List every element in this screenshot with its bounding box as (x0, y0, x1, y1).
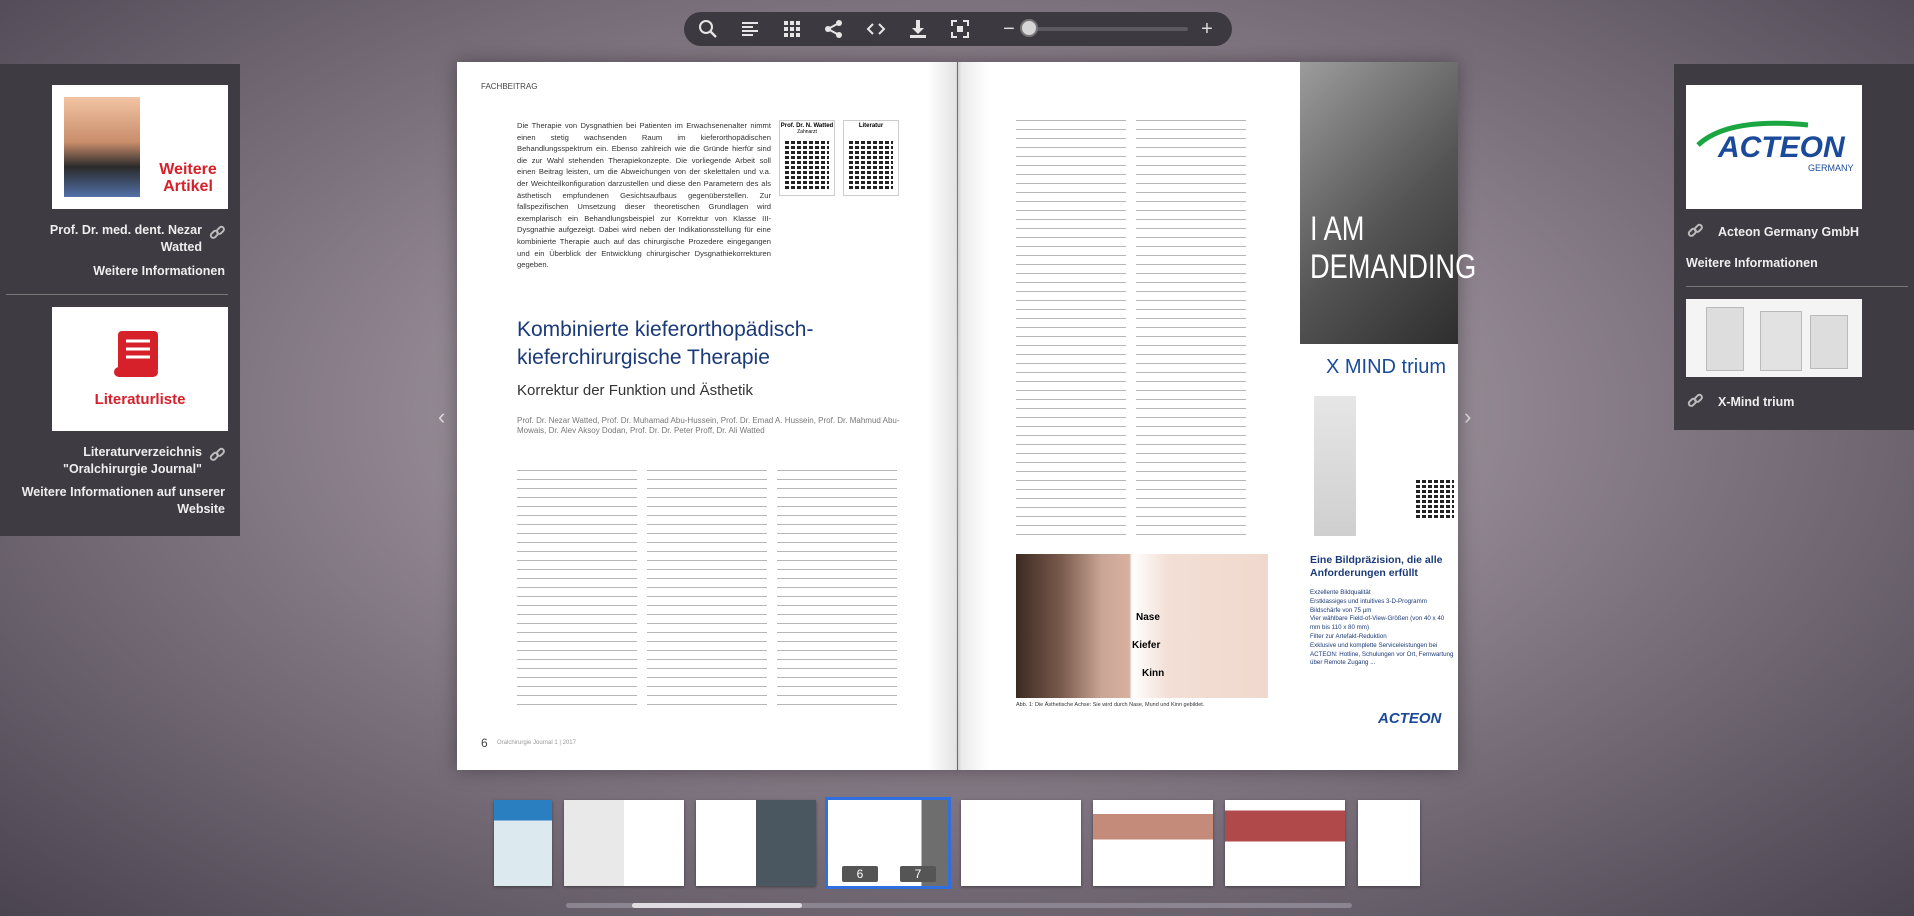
viewer-toolbar (684, 12, 1232, 46)
literature-tile-label: Literaturliste (94, 391, 186, 408)
author-name[interactable]: Prof. Dr. med. dent. Nezar Watted (49, 223, 202, 254)
page-number-left: 6 (481, 736, 488, 750)
page-right[interactable] (958, 62, 1477, 770)
zoom-slider[interactable] (1028, 27, 1188, 31)
thumbnail-page[interactable] (1358, 800, 1420, 886)
share-icon[interactable] (822, 17, 846, 41)
ad-device-image (1314, 396, 1356, 536)
literature-more-link[interactable]: Weitere Informationen auf unserer Website (21, 485, 225, 516)
grid-view-icon[interactable] (780, 17, 804, 41)
text-column (647, 470, 767, 710)
qr-box-author[interactable] (779, 120, 835, 196)
thumbnail-page[interactable] (1093, 800, 1213, 886)
device-image (1810, 315, 1848, 369)
ad-claim: Eine Bildpräzision, die alle Anforderungen erfüllt (1310, 554, 1443, 579)
left-enrichment-panel (0, 64, 240, 536)
journal-footer: Oralchirurgie Journal 1 | 2017 (497, 740, 576, 746)
panel-divider (1686, 286, 1908, 287)
qr-code (785, 141, 829, 189)
right-enrichment-panel (1674, 64, 1914, 430)
page-left[interactable] (457, 62, 957, 770)
zoom-slider-handle[interactable] (1020, 19, 1038, 37)
search-icon[interactable] (696, 17, 720, 41)
next-page-arrow[interactable]: › (1464, 404, 1472, 429)
link-icon[interactable] (208, 446, 226, 464)
company-logo-sub: GERMANY (1808, 163, 1854, 173)
author-more-link[interactable]: Weitere Informationen (93, 264, 225, 278)
qr-box-literature[interactable] (843, 120, 899, 196)
ad-logo: ACTEON (1378, 710, 1442, 727)
device-image (1706, 307, 1744, 371)
article-title: Kombinierte kieferorthopädisch-kieferchirurgische Therapie (517, 318, 814, 369)
face-label: Kinn (1142, 668, 1165, 679)
qr-label: Literatur (858, 123, 884, 129)
ad-bullet-list (1310, 589, 1456, 668)
ad-bullet: Vier wählbare Field-of-View-Größen (von 40 x 40 mm bis 110 x 80 mm) (1310, 615, 1445, 632)
thumbnail-page-number: 6 (842, 866, 878, 882)
author-photo (64, 97, 140, 197)
face-label: Nase (1136, 612, 1160, 623)
link-icon[interactable] (208, 224, 226, 242)
literature-tile[interactable] (52, 307, 228, 431)
zoom-out-button[interactable]: − (1003, 17, 1015, 40)
zoom-control (1000, 18, 1216, 41)
magazine-spread (457, 62, 1477, 770)
thumbnail-page[interactable] (564, 800, 684, 886)
qr-label: Prof. Dr. N. Watted (780, 123, 834, 129)
ad-product-name: X MIND trium (1326, 356, 1446, 378)
product-name[interactable]: X-Mind trium (1718, 395, 1795, 409)
advertisement[interactable] (1300, 62, 1477, 770)
scroll-document-icon (112, 327, 168, 379)
link-icon[interactable] (1686, 392, 1704, 410)
ad-portrait (1300, 62, 1477, 344)
ad-bullet: Filter zur Artefakt-Reduktion (1310, 632, 1387, 640)
ad-headline: I AM DEMANDING (1310, 210, 1477, 286)
company-logo-text: ACTEON (1718, 131, 1845, 164)
author-tile[interactable] (52, 85, 228, 209)
link-icon[interactable] (1686, 222, 1704, 240)
ad-qr-code (1416, 480, 1454, 518)
scrollbar-thumb[interactable] (632, 903, 802, 908)
thumbnail-scrollbar[interactable] (566, 903, 1352, 908)
thumbnail-page-number: 7 (900, 866, 936, 882)
thumbnail-cover[interactable] (494, 800, 552, 886)
ad-bullet: Exzellente Bildqualität (1310, 589, 1371, 596)
literature-title[interactable]: Literaturverzeichnis "Oralchirurgie Journal" (63, 445, 202, 476)
qr-sublabel: Zahnarzt (797, 129, 817, 135)
company-logo-tile[interactable] (1686, 85, 1862, 209)
author-tile-label: Weitere Artikel (159, 161, 217, 195)
company-more-link[interactable]: Weitere Informationen (1686, 256, 1818, 270)
previous-page-arrow[interactable]: ‹ (438, 404, 446, 429)
thumbnail-page[interactable] (961, 800, 1081, 886)
ad-bullet: Exklusive und komplette Serviceleistungen bei ACTEON: Hotline, Schulungen vor Ort, Fernwartung über Remote Zugang ... (1310, 641, 1454, 667)
article-authors: Prof. Dr. Nezar Watted, Prof. Dr. Muhamad Abu-Hussein, Prof. Dr. Emad A. Hussein, Prof. Dr. Mahmud Abu-Mowais, Dr. Alev Aksoy Dodan, Prof. Dr. Dr. Peter Proff, Dr. Ali Watted (517, 416, 900, 435)
embed-icon[interactable] (864, 17, 888, 41)
qr-code (849, 141, 893, 189)
text-column (517, 470, 637, 710)
section-label: FACHBEITRAG (481, 82, 538, 91)
table-of-contents-icon[interactable] (738, 17, 762, 41)
ad-bullet: Erstklassiges und intuitives 3-D-Programm (1310, 597, 1427, 605)
ad-bullet: Bildschärfe von 75 µm (1310, 606, 1372, 614)
intro-text: Die Therapie von Dysgnathien bei Patienten im Erwachsenenalter nimmt einen stetig wachsenden Raum im kieferorthopädischen Behandlungsspektrum ein. Ebenso zahlreich wie die Gründe hierfür sind die zur Wahl stehenden Therapiekonzepte. Die vorliegende Arbeit soll einen Beitrag leisten, um die Abweichungen von der skelettalen und v.a. der Weichteilkonfiguration darzustellen und diese den Parametern des als ästhetisch empfundenen Gesichtsaufbaus gegenüberstellen. Zur fallspezifischen Umsetzung dieser theoretischen Grundlagen wird exemplarisch ein Behandlungsbeispiel zur Korrektur von Klasse III-Dysgnathie aufgezeigt. Dabei wird neben der Indikationsstellung für eine kombinierte Therapie auch auf das chirurgische Prozedere eingegangen und ein Überblick der Entwicklung chirurgischer Dysgnathiekorrekturen gegeben. (517, 121, 771, 270)
thumbnail-current-spread[interactable] (828, 800, 948, 886)
figure-caption: Abb. 1: Die Ästhetische Achse: Sie wird durch Nase, Mund und Kinn gebildet. (1016, 702, 1205, 708)
face-profile-figure (1016, 554, 1268, 698)
device-image (1760, 311, 1802, 371)
product-image-tile[interactable] (1686, 299, 1862, 377)
face-label: Kiefer (1132, 640, 1161, 651)
thumbnail-page[interactable] (1225, 800, 1345, 886)
acteon-logo (1688, 115, 1860, 175)
text-column (1016, 120, 1126, 540)
text-column (1136, 120, 1246, 540)
thumbnail-page[interactable] (696, 800, 816, 886)
download-icon[interactable] (906, 17, 930, 41)
company-name[interactable]: Acteon Germany GmbH (1718, 225, 1860, 239)
article-subtitle: Korrektur der Funktion und Ästhetik (517, 382, 753, 399)
fullscreen-icon[interactable] (948, 17, 972, 41)
text-column (777, 470, 897, 710)
book-gutter (927, 62, 989, 770)
zoom-in-button[interactable]: + (1201, 17, 1213, 40)
panel-divider (6, 294, 228, 295)
